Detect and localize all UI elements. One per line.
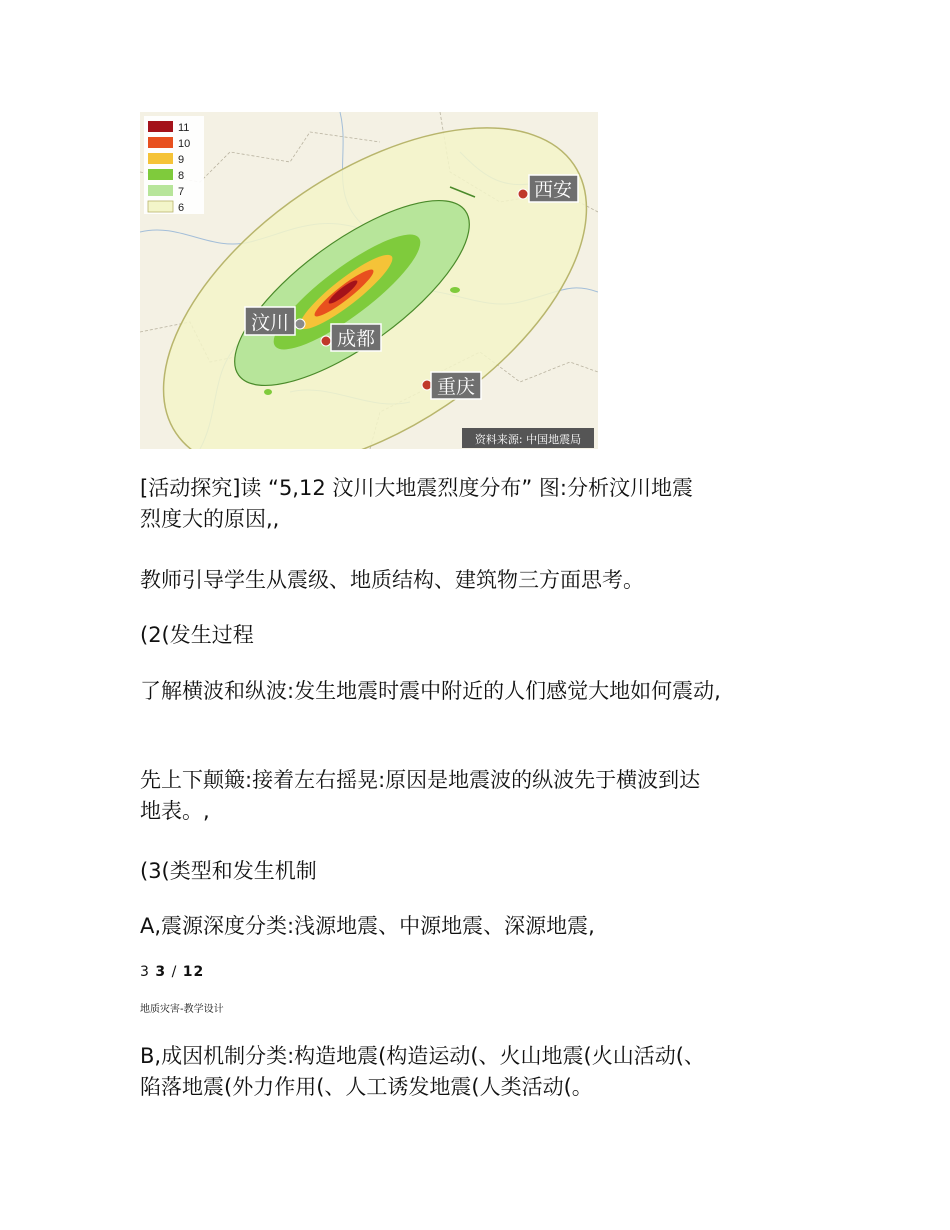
city-label-chongqing: 重庆 [436,376,476,398]
intensity-map-figure [140,112,598,449]
legend-label: 10 [178,138,191,150]
city-label-wenchuan: 汶川 [250,312,290,334]
legend-label: 11 [178,122,190,134]
page-number [140,963,204,981]
cause-classification: B,成因机制分类:构造地震(构造运动(、火山地震(火山活动(、 陷落地震(外力作用(、人工诱发地震(人类活动(。 [140,1044,705,1099]
legend-label: 8 [178,170,185,182]
source-caption: 资料来源: 中国地震局 [474,433,582,446]
waves-intro: 了解横波和纵波:发生地震时震中附近的人们感觉大地如何震动, [140,679,721,703]
waves-explanation: 先上下颠簸:接着左右摇晃:原因是地震波的纵波先于横波到达 地表。, [140,768,701,823]
legend-label: 6 [178,202,185,214]
page-prefix: 3 [140,964,150,980]
legend-swatch-6 [148,201,173,212]
legend-swatch-11 [148,121,173,132]
city-label-xian: 西安 [533,179,573,201]
legend-label: 7 [178,186,185,198]
patch [264,389,272,395]
teacher-guidance: 教师引导学生从震级、地质结构、建筑物三方面思考。 [140,568,644,592]
legend [144,116,204,214]
document-title: 地质灾害-教学设计 [140,1004,224,1015]
intensity-map [140,112,598,449]
patch [450,287,460,293]
depth-classification: A,震源深度分类:浅源地震、中源地震、深源地震, [140,914,595,938]
page-total: 12 [182,964,205,980]
page-current: 3 [155,964,167,980]
legend-swatch-9 [148,153,173,164]
legend-swatch-8 [148,169,173,180]
city-chongqing [422,372,481,399]
page-separator: / [171,964,178,980]
activity-paragraph: [活动探究]读 “5,12 汶川大地震烈度分布” 图:分析汶川地震 烈度大的原因,, [140,476,694,531]
city-label-chengdu: 成都 [336,328,376,350]
legend-swatch-7 [148,185,173,196]
section-heading-process: (2(发生过程 [140,623,254,647]
section-heading-types: (3(类型和发生机制 [140,859,317,883]
legend-label: 9 [178,154,185,166]
legend-swatch-10 [148,137,173,148]
